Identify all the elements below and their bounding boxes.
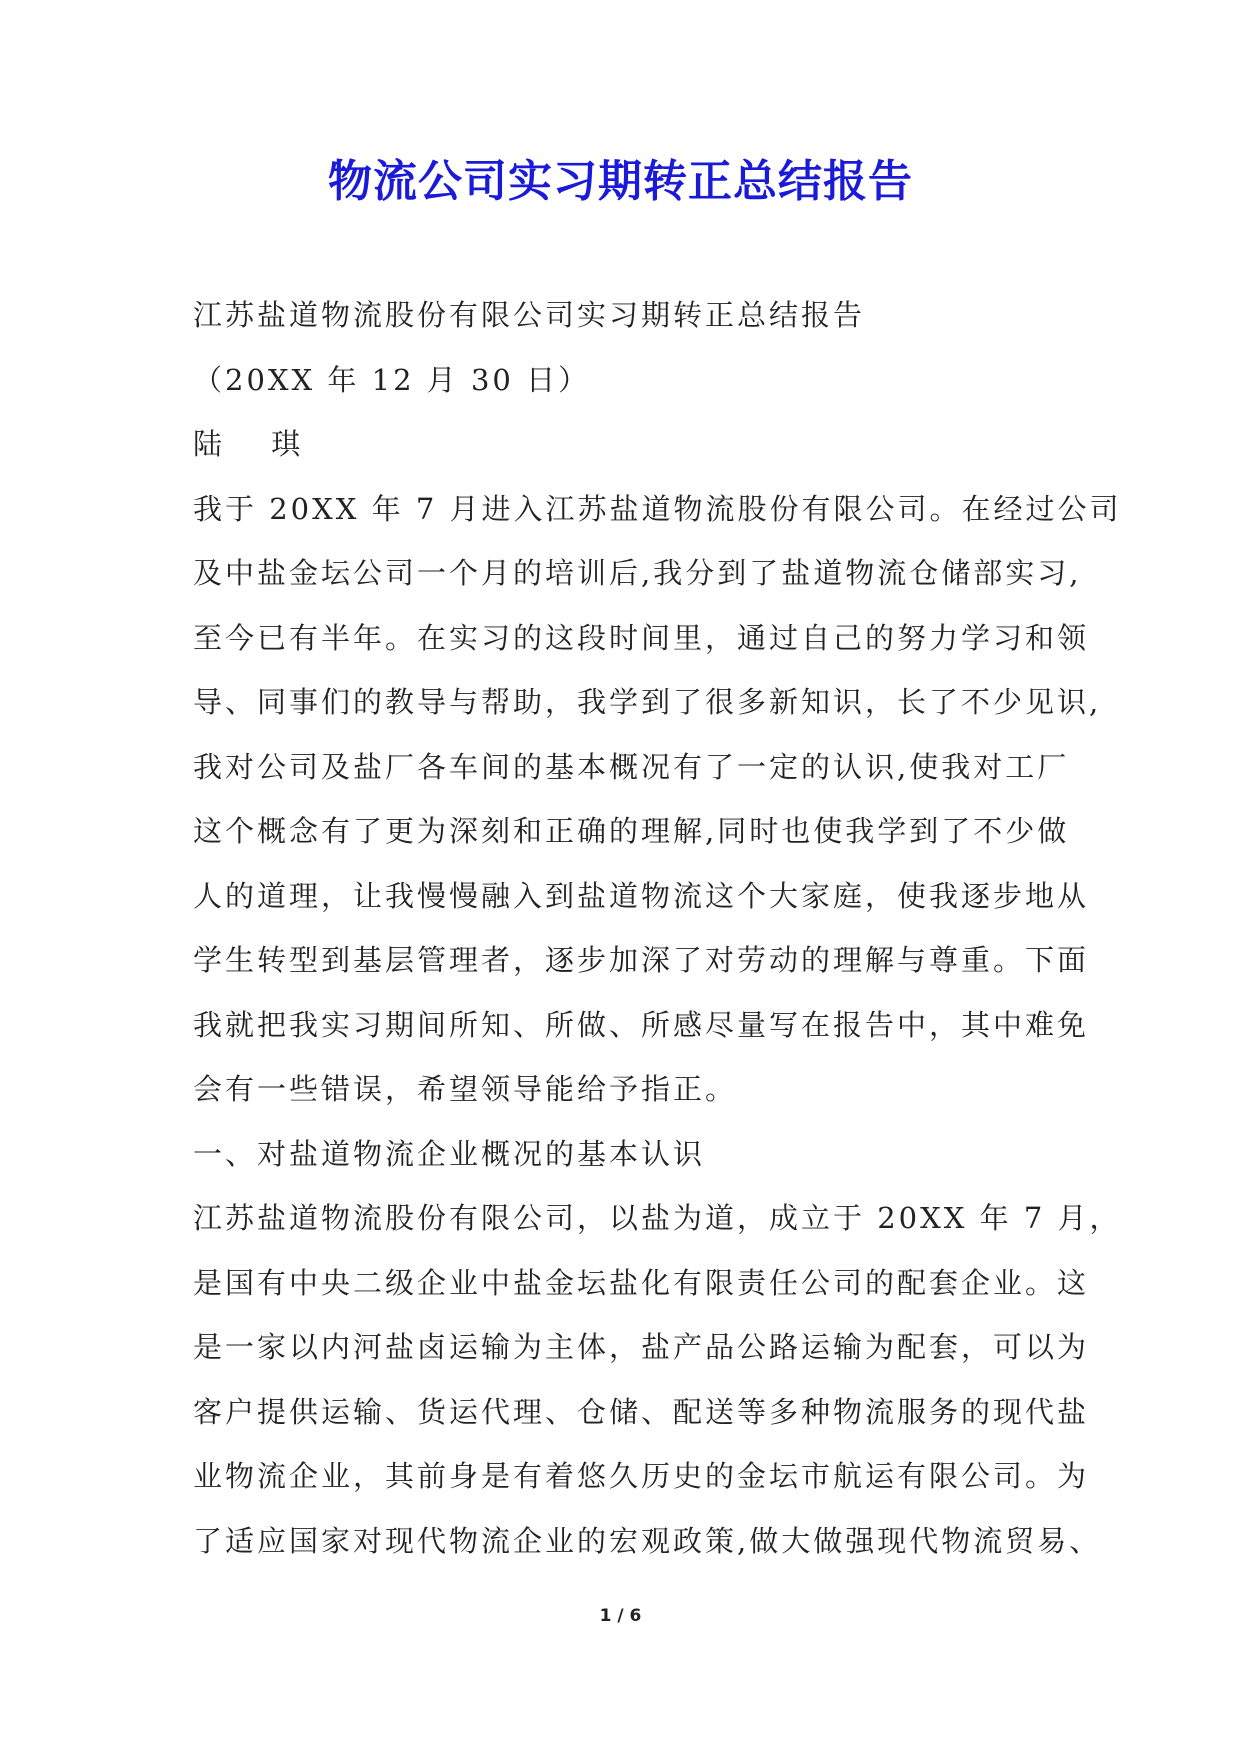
- paragraph-line: 是一家以内河盐卤运输为主体，盐产品公路运输为配套，可以为: [193, 1330, 1090, 1364]
- paragraph-line: 业物流企业，其前身是有着悠久历史的金坛市航运有限公司。为: [193, 1459, 1090, 1493]
- report-date: （20XX 年 12 月 30 日）: [193, 362, 591, 397]
- report-subtitle: 江苏盐道物流股份有限公司实习期转正总结报告: [193, 298, 866, 332]
- paragraph-line: 学生转型到基层管理者，逐步加深了对劳动的理解与尊重。下面: [193, 943, 1090, 977]
- paragraph-line: 是国有中央二级企业中盐金坛盐化有限责任公司的配套企业。这: [193, 1265, 1090, 1300]
- paragraph-line: 我于 20XX 年 7 月进入江苏盐道物流股份有限公司。在经过公司: [193, 491, 1122, 526]
- paragraph-line: 及中盐金坛公司一个月的培训后,我分到了盐道物流仓储部实习,: [193, 556, 1082, 590]
- section-heading: 一、对盐道物流企业概况的基本认识: [193, 1136, 706, 1171]
- document-body: [193, 283, 1122, 1573]
- paragraph-line: 我就把我实习期间所知、所做、所感尽量写在报告中，其中难免: [193, 1007, 1090, 1042]
- document-title: 物流公司实习期转正总结报告: [328, 156, 913, 207]
- paragraph-line: 导、同事们的教导与帮助，我学到了很多新知识，长了不少见识,: [193, 685, 1102, 719]
- report-author: 陆 琪: [193, 427, 321, 461]
- page-number: 1 / 6: [599, 1606, 642, 1626]
- paragraph-line: 至今已有半年。在实习的这段时间里，通过自己的努力学习和领: [193, 620, 1090, 655]
- paragraph-line: 这个概念有了更为深刻和正确的理解,同时也使我学到了不少做: [193, 814, 1070, 848]
- paragraph-line: 我对公司及盐厂各车间的基本概况有了一定的认识,使我对工厂: [193, 749, 1070, 784]
- paragraph-line: 江苏盐道物流股份有限公司，以盐为道，成立于 20XX 年 7 月，: [193, 1201, 1122, 1235]
- paragraph-line: 会有一些错误，希望领导能给予指正。: [193, 1072, 738, 1106]
- paragraph-line: 客户提供运输、货运代理、仓储、配送等多种物流服务的现代盐: [193, 1394, 1090, 1429]
- paragraph-line: 了适应国家对现代物流企业的宏观政策,做大做强现代物流贸易、: [193, 1523, 1102, 1558]
- paragraph-line: 人的道理，让我慢慢融入到盐道物流这个大家庭，使我逐步地从: [193, 878, 1090, 913]
